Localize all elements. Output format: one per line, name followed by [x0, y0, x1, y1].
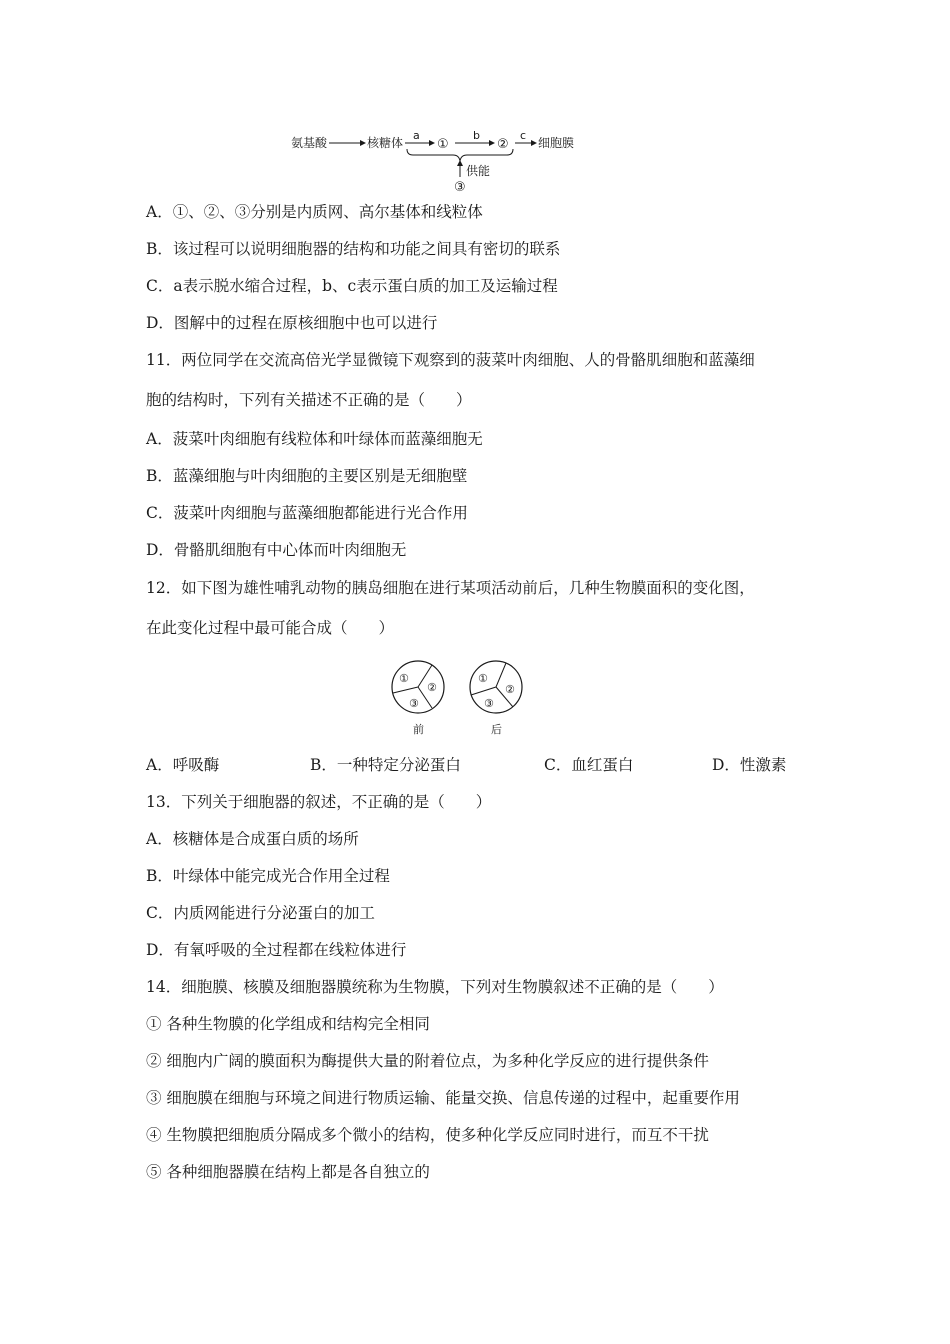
arrow-head: [531, 140, 537, 146]
protein-synthesis-diagram: [285, 125, 585, 195]
step-c-label: c: [520, 129, 527, 142]
after-pie-label-2: ②: [505, 683, 515, 696]
q14-stem: 14．细胞膜、核膜及细胞器膜统称为生物膜，下列对生物膜叙述不正确的是（ ）: [146, 978, 724, 996]
q11-stem-line2: 胞的结构时，下列有关描述不正确的是（ ）: [146, 391, 472, 409]
q14-item-1: ① 各种生物膜的化学组成和结构完全相同: [146, 1015, 430, 1033]
after-pie-label-1: ①: [478, 672, 488, 685]
q12-option-a: A．呼吸酶: [146, 756, 220, 774]
organelle-3-label: ③: [454, 180, 466, 195]
q10-option-a: A．①、②、③分别是内质网、高尔基体和线粒体: [146, 203, 483, 221]
before-label: 前: [413, 723, 424, 736]
q12-option-c: C．血红蛋白: [544, 756, 634, 774]
q13-option-c: C．内质网能进行分泌蛋白的加工: [146, 904, 375, 922]
q14-item-4: ④ 生物膜把细胞质分隔成多个微小的结构，使多种化学反应同时进行，而互不干扰: [146, 1126, 709, 1144]
before-pie: [392, 661, 444, 713]
before-pie-label-3: ③: [409, 697, 419, 710]
q12-stem-line2: 在此变化过程中最可能合成（ ）: [146, 619, 395, 637]
before-pie-label-2: ②: [427, 681, 437, 694]
q13-stem: 13．下列关于细胞器的叙述，不正确的是（ ）: [146, 793, 492, 811]
q14-item-5: ⑤ 各种细胞器膜在结构上都是各自独立的: [146, 1163, 430, 1181]
organelle-1-label: ①: [437, 137, 449, 152]
q14-item-2: ② 细胞内广阔的膜面积为酶提供大量的附着位点，为多种化学反应的进行提供条件: [146, 1052, 709, 1070]
after-label: 后: [491, 723, 502, 736]
q11-option-c: C．菠菜叶肉细胞与蓝藻细胞都能进行光合作用: [146, 504, 468, 522]
q13-option-b: B．叶绿体中能完成光合作用全过程: [146, 867, 390, 885]
amino-acid-label: 氨基酸: [291, 136, 328, 150]
q12-option-d: D．性激素: [712, 756, 787, 774]
q11-stem-line1: 11．两位同学在交流高倍光学显微镜下观察到的菠菜叶肉细胞、人的骨骼肌细胞和蓝藻细: [146, 351, 755, 369]
q11-option-a: A．菠菜叶肉细胞有线粒体和叶绿体而蓝藻细胞无: [146, 430, 483, 448]
step-b-label: b: [473, 129, 480, 142]
step-a-label: a: [413, 129, 420, 142]
energy-label: 供能: [466, 164, 491, 178]
cell-membrane-label: 细胞膜: [538, 136, 575, 150]
q14-item-3: ③ 细胞膜在细胞与环境之间进行物质运输、能量交换、信息传递的过程中，起重要作用: [146, 1089, 740, 1107]
q10-option-d: D．图解中的过程在原核细胞中也可以进行: [146, 314, 438, 332]
q13-option-a: A．核糖体是合成蛋白质的场所: [146, 830, 359, 848]
q10-option-b: B．该过程可以说明细胞器的结构和功能之间具有密切的联系: [146, 240, 561, 258]
before-pie-label-1: ①: [399, 672, 409, 685]
arrow-head: [457, 160, 463, 166]
organelle-2-label: ②: [497, 137, 509, 152]
q10-option-c: C．a表示脱水缩合过程，b、c表示蛋白质的加工及运输过程: [146, 277, 558, 295]
arrow-head: [360, 140, 366, 146]
q11-option-b: B．蓝藻细胞与叶肉细胞的主要区别是无细胞壁: [146, 467, 468, 485]
q13-option-d: D．有氧呼吸的全过程都在线粒体进行: [146, 941, 407, 959]
ribosome-label: 核糖体: [367, 136, 404, 150]
after-pie: [470, 661, 522, 713]
q12-stem-line1: 12．如下图为雄性哺乳动物的胰岛细胞在进行某项活动前后，几种生物膜面积的变化图，: [146, 579, 755, 597]
membrane-area-diagram: [385, 655, 535, 740]
q11-option-d: D．骨骼肌细胞有中心体而叶肉细胞无: [146, 541, 407, 559]
after-pie-label-3: ③: [484, 697, 494, 710]
q12-option-b: B．一种特定分泌蛋白: [310, 756, 461, 774]
arrow-head: [489, 140, 495, 146]
arrow-head: [429, 140, 435, 146]
